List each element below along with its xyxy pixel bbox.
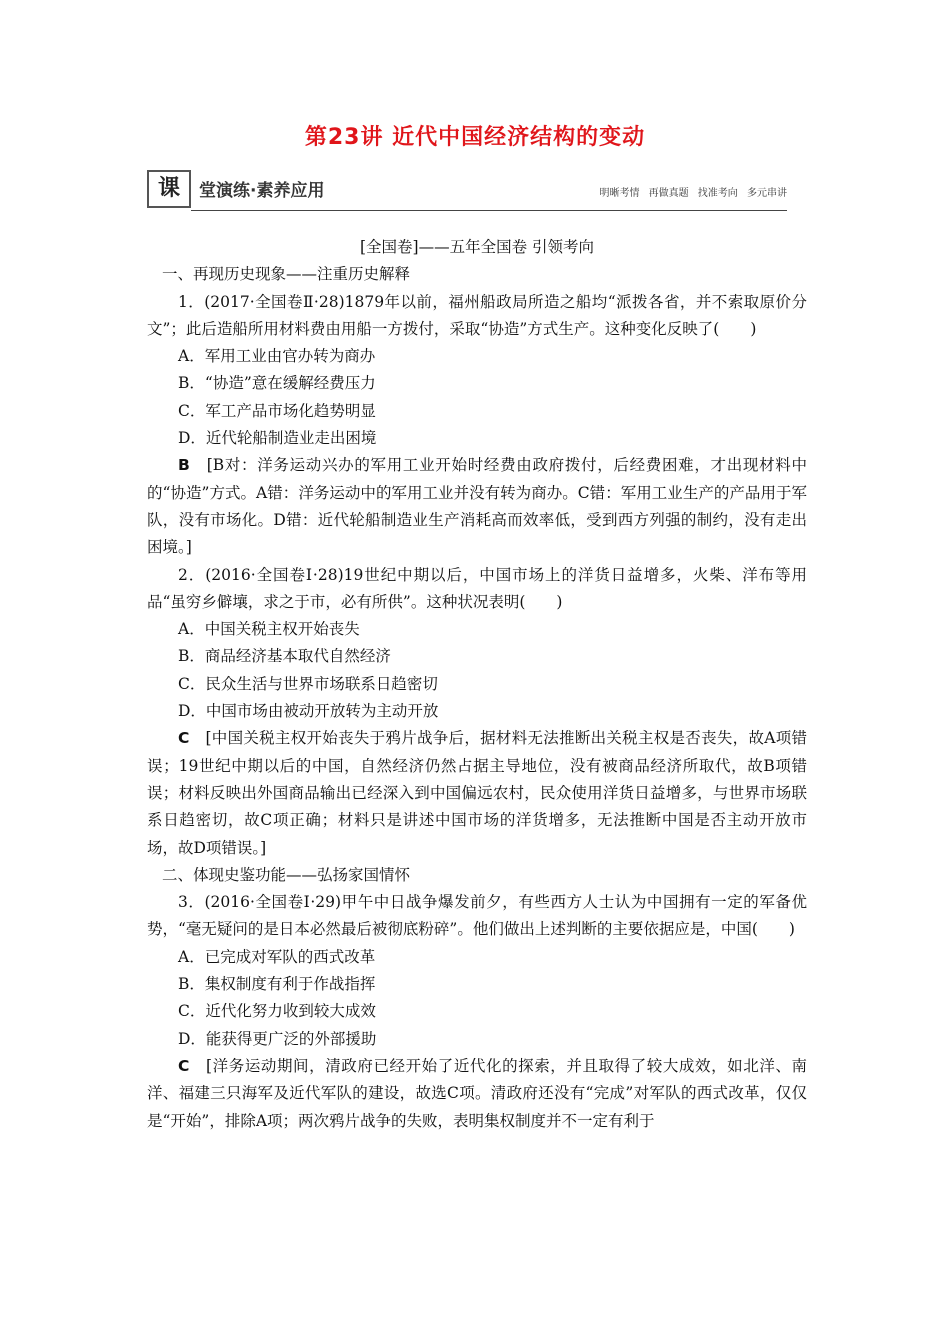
subheading: [全国卷]——五年全国卷 引领考向	[359, 238, 595, 256]
question-2-option-a: A．中国关税主权开始丧失	[178, 620, 360, 639]
question-2-option-b: B．商品经济基本取代自然经济	[178, 647, 391, 666]
banner-tags: 明晰考情 再做真题 找准考向 多元串讲	[599, 188, 787, 199]
question-2-option-d: D．中国市场由被动开放转为主动开放	[178, 702, 439, 721]
question-3-stem: 3．(2016·全国卷Ⅰ·29)甲午中日战争爆发前夕，有些西方人士认为中国拥有一定的军备优势，“毫无疑问的是日本必然最后被彻底粉碎”。他们做出上述判断的主要依据应是，中国( )	[147, 893, 807, 939]
page-title: 第23讲 近代中国经济结构的变动	[304, 125, 646, 150]
banner-badge: 课	[147, 170, 191, 208]
question-2-explanation: [中国关税主权开始丧失于鸦片战争后，据材料无法推断出关税主权是否丧失，故A项错误；19世纪中期以后的中国，自然经济仍然占据主导地位，没有被商品经济所取代，故B项错误；材料反映出外国商品输出已经深入到中国偏远农村，民众使用洋货日益增多，与世界市场联系日趋密切，故C项正确；材料只是讲述中国市场的洋货增多，无法推断中国是否主动开放市场，故D项错误。]	[147, 729, 807, 857]
question-3-option-b: B．集权制度有利于作战指挥	[178, 975, 376, 994]
question-2-stem: 2．(2016·全国卷Ⅰ·28)19世纪中期以后，中国市场上的洋货日益增多，火柴、洋布等用品“虽穷乡僻壤，求之于市，必有所供”。这种状况表明( )	[147, 565, 807, 611]
question-1-explanation: [B对：洋务运动兴办的军用工业开始时经费由政府拨付，后经费困难，才出现材料中的“协造”方式。A错：洋务运动中的军用工业并没有转为商办。C错：军用工业生产的产品用于军队，没有市场化。D错：近代轮船制造业生产消耗高而效率低，受到西方列强的制约，没有走出困境。]	[147, 456, 807, 557]
banner-heading: 堂演练·素养应用	[199, 181, 325, 201]
question-2-answer: C	[178, 729, 190, 748]
question-2-option-c: C．民众生活与世界市场联系日趋密切	[178, 674, 438, 693]
question-3-answer-block	[147, 1053, 807, 1135]
question-3-option-d: D．能获得更广泛的外部援助	[178, 1029, 377, 1048]
question-3-explanation: [洋务运动期间，清政府已经开始了近代化的探索，并且取得了较大成效，如北洋、南洋、福建三只海军及近代军队的建设，故选C项。清政府还没有“完成”对军队的西式改革，仅仅是“开始”，排除A项；两次鸦片战争的失败，表明集权制度并不一定有利于	[147, 1056, 807, 1130]
question-3-option-c: C．近代化努力收到较大成效	[178, 1002, 376, 1021]
question-1-option-d: D．近代轮船制造业走出困境	[178, 429, 377, 448]
section-banner	[147, 170, 787, 214]
question-1-answer-block	[147, 452, 807, 561]
question-1-option-a: A．军用工业由官办转为商办	[178, 347, 376, 366]
document-body	[147, 234, 807, 1135]
section-heading-1: 一、再现历史现象——注重历史解释	[162, 265, 411, 284]
question-1-stem: 1．(2017·全国卷Ⅱ·28)1879年以前，福州船政局所造之船均“派拨各省，并不索取原价分文”；此后造船所用材料费由用船一方拨付，采取“协造”方式生产。这种变化反映了( )	[147, 292, 807, 338]
section-heading-2: 二、体现史鉴功能——弘扬家国情怀	[162, 865, 411, 884]
banner-rule	[191, 210, 787, 211]
question-1-answer: B	[178, 456, 190, 475]
question-1-option-b: B．“协造”意在缓解经费压力	[178, 374, 376, 393]
question-3-answer: C	[178, 1056, 190, 1075]
question-2-answer-block	[147, 725, 807, 861]
question-3-option-a: A．已完成对军队的西式改革	[178, 947, 376, 966]
question-1-option-c: C．军工产品市场化趋势明显	[178, 401, 376, 420]
